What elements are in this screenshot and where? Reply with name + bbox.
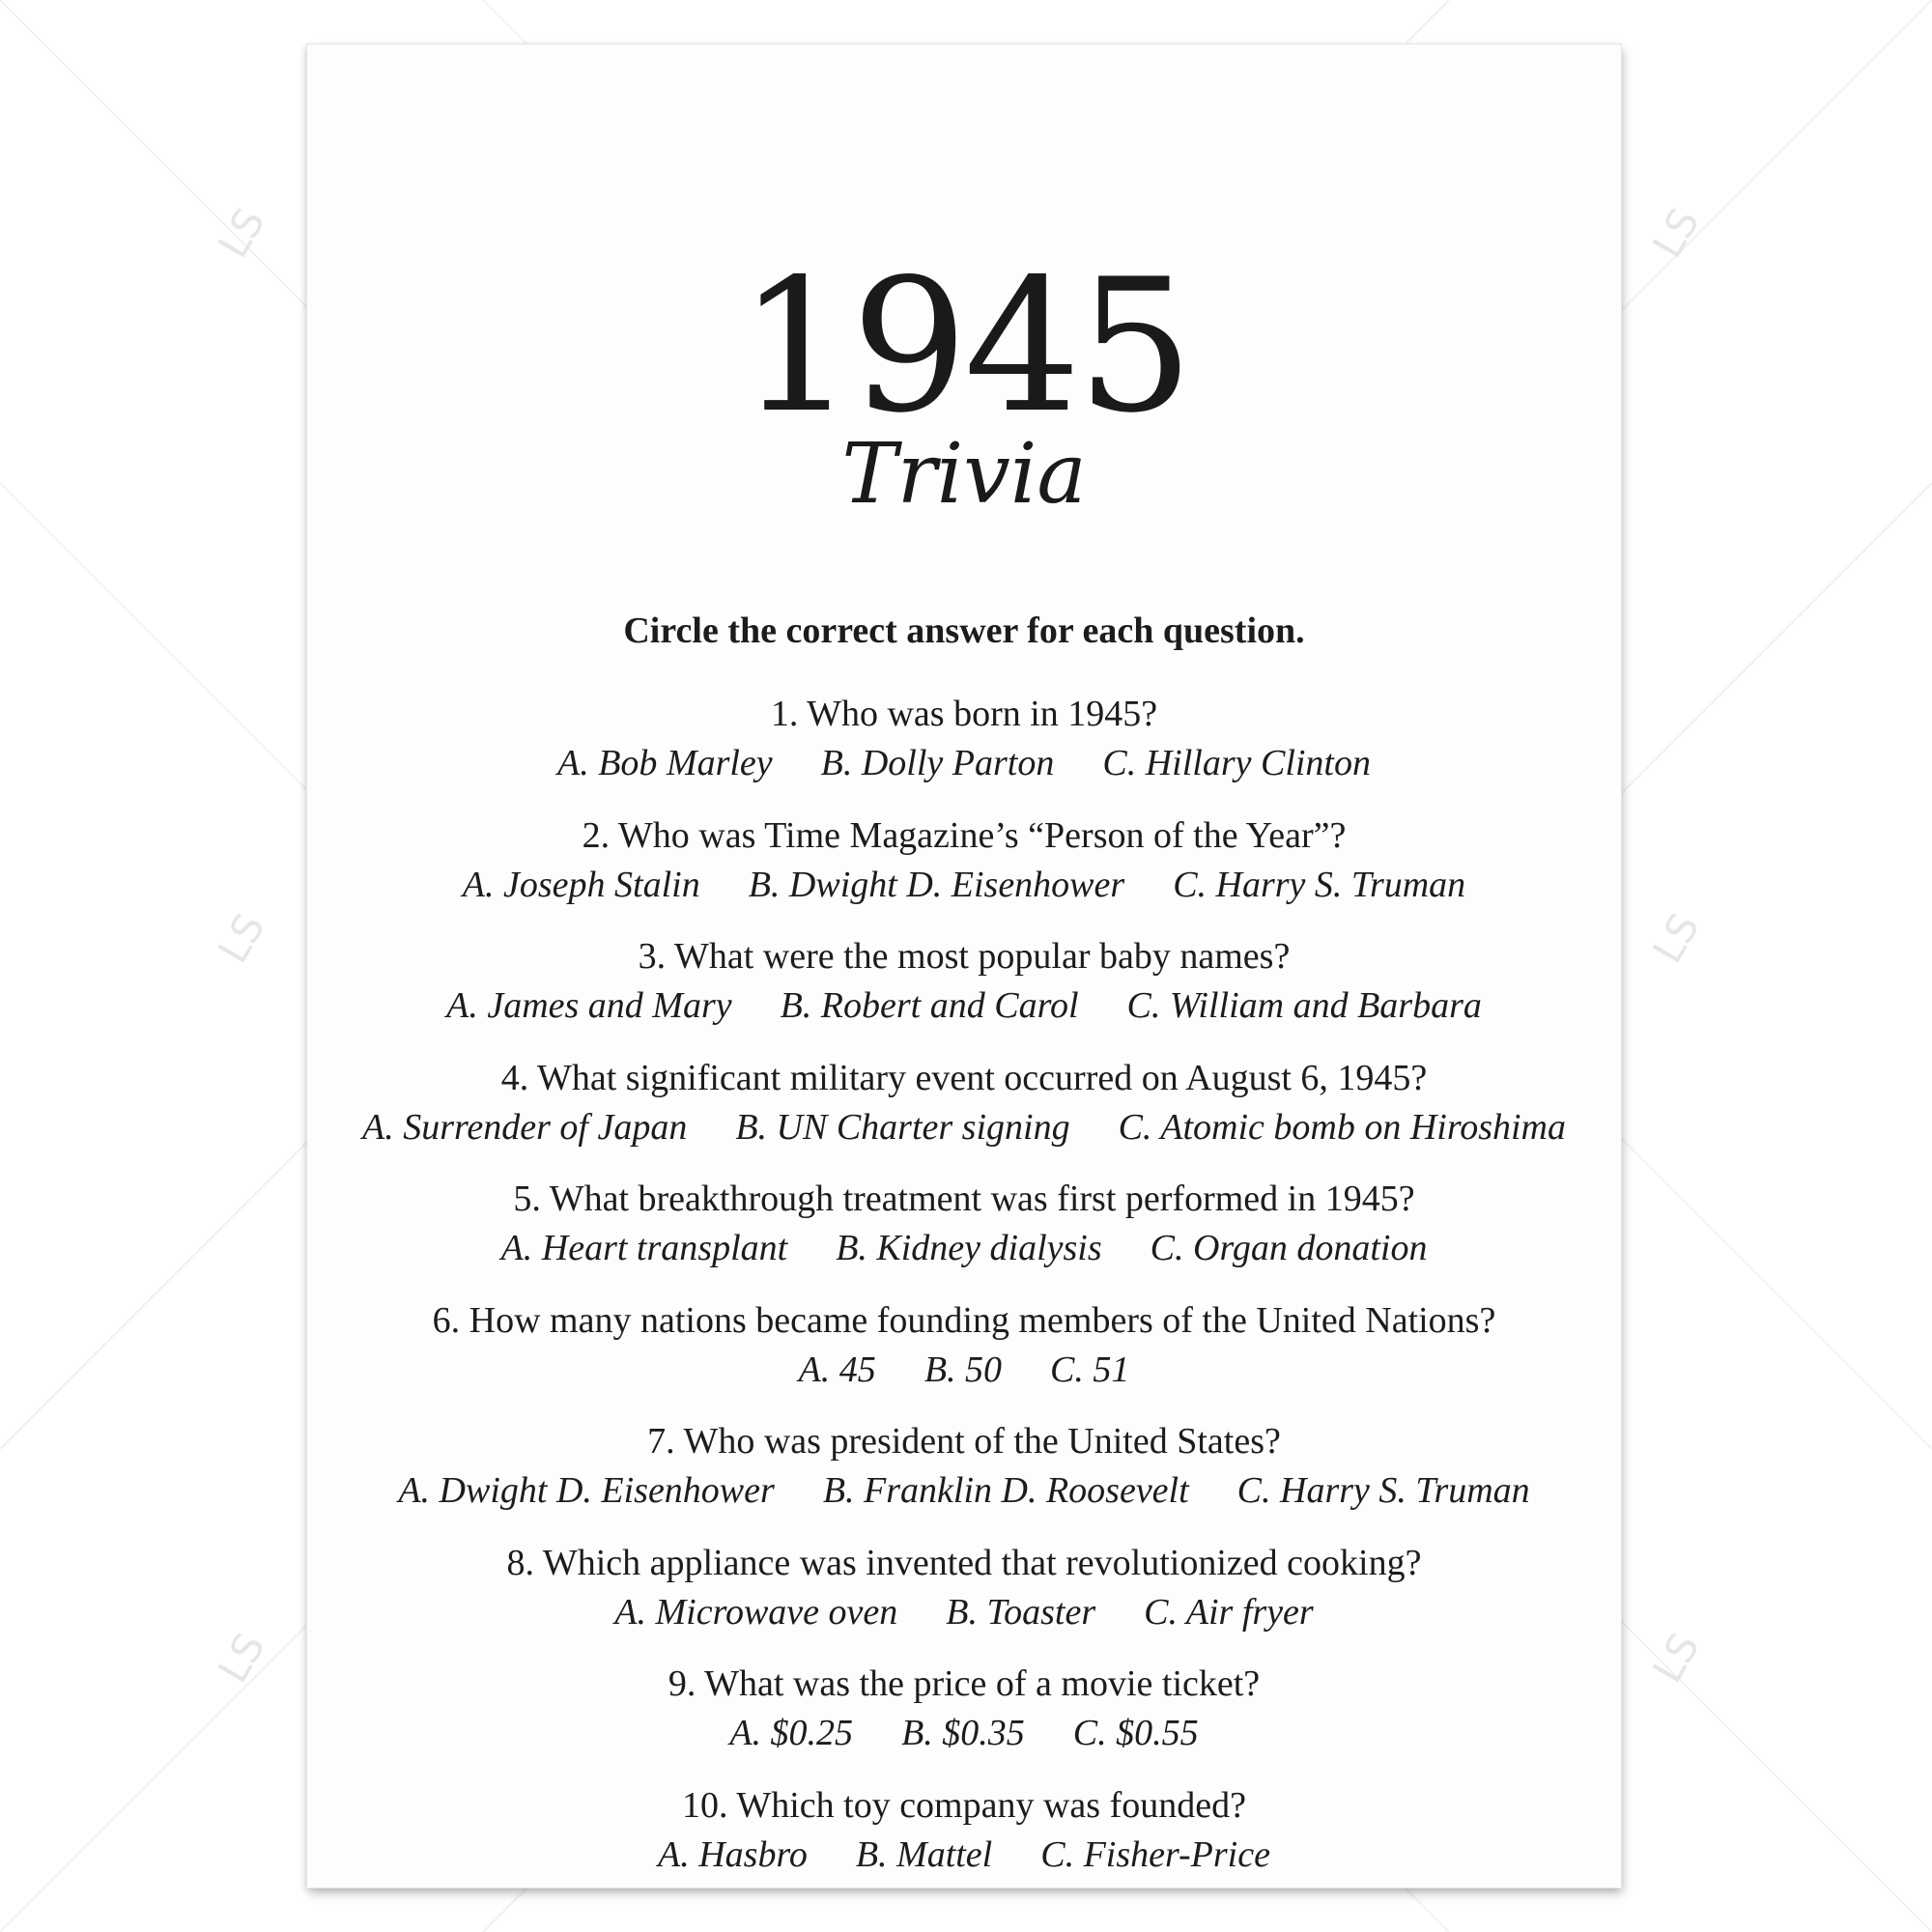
answer-option-b: B. Robert and Carol xyxy=(780,985,1079,1026)
answer-option-b: B. Dolly Parton xyxy=(820,743,1055,783)
answer-option-a: A. Microwave oven xyxy=(614,1591,898,1633)
answer-option-b: B. Dwight D. Eisenhower xyxy=(748,864,1125,905)
question-item xyxy=(307,1417,1621,1539)
question-text: 2. Who was Time Magazine’s “Person of the Year”? xyxy=(582,814,1347,856)
answer-option-c: C. Hillary Clinton xyxy=(1102,743,1371,783)
answer-options xyxy=(307,1465,1621,1516)
answer-option-b: B. Toaster xyxy=(946,1591,1096,1633)
question-text: 1. Who was born in 1945? xyxy=(770,694,1158,734)
question-text: 3. What were the most popular baby names? xyxy=(638,936,1291,977)
answer-option-c: C. William and Barbara xyxy=(1126,985,1482,1026)
watermark-mark: LS xyxy=(209,905,274,971)
answer-option-a: A. Heart transplant xyxy=(500,1228,788,1268)
answer-option-a: A. Joseph Stalin xyxy=(462,864,700,905)
answer-options xyxy=(307,1102,1621,1152)
question-text: 5. What breakthrough treatment was first performed in 1945? xyxy=(513,1179,1415,1219)
question-text: 10. Which toy company was founded? xyxy=(682,1784,1246,1826)
question-text: 7. Who was president of the United States? xyxy=(647,1421,1281,1462)
answer-option-a: A. Hasbro xyxy=(658,1833,808,1875)
answer-option-c: C. Atomic bomb on Hiroshima xyxy=(1118,1106,1566,1148)
instruction-text: Circle the correct answer for each question. xyxy=(623,611,1305,651)
question-item xyxy=(307,1539,1621,1661)
question-list xyxy=(307,690,1621,1902)
answer-option-a: A. Bob Marley xyxy=(557,743,773,783)
question-text: 6. How many nations became founding members of the United Nations? xyxy=(432,1299,1496,1341)
answer-option-c: C. Air fryer xyxy=(1144,1591,1314,1633)
answer-options xyxy=(307,738,1621,788)
answer-option-b: B. UN Charter signing xyxy=(735,1106,1070,1148)
question-item xyxy=(307,1781,1621,1903)
answer-option-c: C. Organ donation xyxy=(1150,1228,1428,1268)
answer-option-b: B. Kidney dialysis xyxy=(836,1228,1102,1268)
question-text: 9. What was the price of a movie ticket? xyxy=(668,1663,1261,1704)
answer-option-b: B. Mattel xyxy=(855,1833,993,1875)
answer-option-c: C. $0.55 xyxy=(1072,1713,1199,1753)
watermark-mark: LS xyxy=(1643,200,1709,266)
answer-option-c: C. Harry S. Truman xyxy=(1236,1470,1530,1511)
answer-option-c: C. 51 xyxy=(1050,1349,1130,1390)
question-item xyxy=(307,1054,1621,1176)
answer-option-a: A. 45 xyxy=(798,1349,876,1390)
script-title: Trivia xyxy=(841,426,1087,523)
watermark-mark: LS xyxy=(1643,905,1709,971)
question-item xyxy=(307,1175,1621,1296)
question-item xyxy=(307,932,1621,1054)
question-item xyxy=(307,1660,1621,1781)
answer-options xyxy=(307,1708,1621,1758)
answer-option-c: C. Harry S. Truman xyxy=(1173,864,1466,905)
watermark-mark: LS xyxy=(209,200,274,266)
question-item xyxy=(307,690,1621,811)
answer-options xyxy=(307,860,1621,910)
answer-options xyxy=(307,1587,1621,1637)
answer-option-a: A. James and Mary xyxy=(446,985,732,1026)
answer-options xyxy=(307,980,1621,1031)
answer-options xyxy=(307,1830,1621,1880)
answer-option-a: A. Dwight D. Eisenhower xyxy=(398,1470,775,1511)
year-title: 1945 xyxy=(738,240,1190,453)
question-text: 8. Which appliance was invented that revolutionized cooking? xyxy=(506,1542,1422,1583)
answer-option-a: A. $0.25 xyxy=(729,1713,854,1753)
answer-options xyxy=(307,1345,1621,1395)
answer-option-b: B. Franklin D. Roosevelt xyxy=(822,1470,1189,1511)
question-text: 4. What significant military event occurred on August 6, 1945? xyxy=(500,1057,1428,1098)
answer-options xyxy=(307,1223,1621,1273)
watermark-mark: LS xyxy=(1643,1625,1709,1690)
trivia-card xyxy=(307,44,1621,1888)
question-item xyxy=(307,1296,1621,1418)
watermark-mark: LS xyxy=(209,1625,274,1690)
answer-option-b: B. 50 xyxy=(923,1349,1003,1390)
answer-option-c: C. Fisher-Price xyxy=(1040,1833,1270,1875)
answer-option-b: B. $0.35 xyxy=(901,1713,1025,1753)
answer-option-a: A. Surrender of Japan xyxy=(362,1106,688,1148)
question-item xyxy=(307,811,1621,933)
